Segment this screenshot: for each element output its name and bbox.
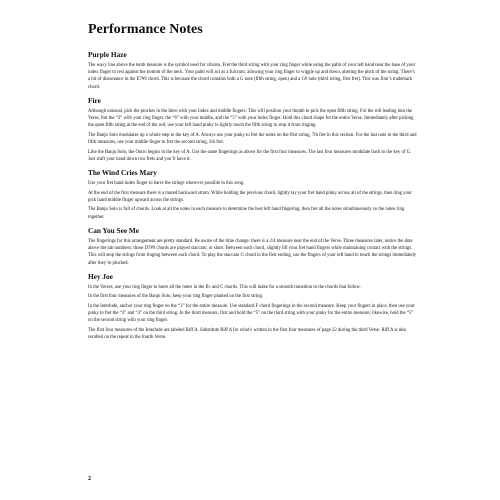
paragraph: The first four measures of the Interlude are labeled Riff A. Substitute Riff A for what’s written in the first four measures of page 22 during the third Verse. Riff A is also recalled on the repeat in the fourth Verse. — [88, 327, 407, 341]
section-heading: Hey Joe — [88, 271, 113, 281]
section-heading: Fire — [88, 95, 101, 105]
sections-container — [88, 51, 418, 341]
section — [88, 227, 418, 267]
paragraph: In the Interlude, anchor your ring finger on the “3” for the entire measure. Use standard F chord fingerings in the second measure. Keep your fingers in place, then use your pinky to fret the “3” and “4” on the third string. In the third measure, first and hold the “5” on the third string with your pinky for the entire measure; likewise, hold the “5” on the second string with your ring finger. — [88, 303, 415, 324]
page-number: 2 — [88, 476, 91, 482]
page-title: Performance Notes — [88, 22, 203, 37]
paragraph: In the Verses, use your ring finger to barre all the notes in the B♭ and C chords. This will make for a smooth transition to the chords that follow. — [88, 284, 361, 290]
section-heading: Can You See Me — [88, 225, 140, 235]
paragraph: The Banjo Solo modulates up a whole step to the key of A. Always use your pinky to fret the notes on the first string, 7th fret in this section. For the last note in the third and fifth measures, use your middle finger to fret the second string, 5th fret. — [88, 132, 417, 146]
paragraph: The fingerings for this arrangement are pretty standard. Be aware of the time change: there is a 2/4 measure near the end of the Verse. Three measures later, notice the dots above the tab numbers: those D7#9 chords are played staccato, or short. Between each chord, slightly lift your fret hand fingers while maintaining contact with the strings. This will stop the strings from ringing between each chord. To play the staccato G chord in the first ending, use the fingers of your left hand to touch the strings immediately after they’re plucked. — [88, 238, 417, 266]
section — [88, 97, 418, 163]
performance-notes-page — [88, 22, 418, 344]
section-heading: The Wind Cries Mary — [88, 168, 157, 178]
section — [88, 169, 418, 221]
paragraph: In the first four measures of the Banjo Solo, keep your ring finger planted on the first string. — [88, 294, 264, 300]
paragraph: Use your fret hand index finger to barre the strings wherever possible in this song. — [88, 181, 245, 187]
paragraph: Like the Banjo Solo, the Outro begins in the key of A. Use the same fingerings as above for the first four measures. The last four measures modulate back to the key of G. Just shift your hand down two frets and you’ll have it. — [88, 149, 412, 162]
section-heading: Purple Haze — [88, 50, 127, 59]
section — [88, 273, 418, 341]
paragraph: The Banjo Solo is full of chords. Look at all the notes in each measure to determine the best left hand fingering, then fret all the notes simultaneously so the notes ring together. — [88, 207, 405, 220]
section — [88, 51, 418, 91]
paragraph: The wavy line above the tenth measure is the symbol used for vibrato. Fret the third string with your ring finger while using the palm of your left hand near the base of your index finger to rest against the bottom of the neck. Your palm will act as a fulcrum, allowing your ring finger to wiggle up and down, altering the pitch of the string. There’s a bit of dissonance in the E7#9 chord. This is because the chord contains both a G note (fifth string, open) and a G# note (third string, first fret). This was Jimi’s trademark chord. — [88, 62, 416, 90]
paragraph: Although unusual, pick the pinches in the Intro with your index and middle fingers. This will position your thumb to pick the open fifth string. For the roll leading into the Verse, fret the “3” with your ring finger, the “6” with your middle, and the “5” with your index finger. Hold this chord shape for the entire Verse. Immediately after picking the open fifth string at the end of the roll, use your left hand pinky to lightly touch the fifth string to stop it from ringing. — [88, 108, 414, 129]
paragraph: At the end of the first measure there is a muted backward strum. While holding the previous chord, lightly lay your fret hand pinky across all of the strings, then drag your pick hand middle finger upward across the strings. — [88, 190, 412, 203]
